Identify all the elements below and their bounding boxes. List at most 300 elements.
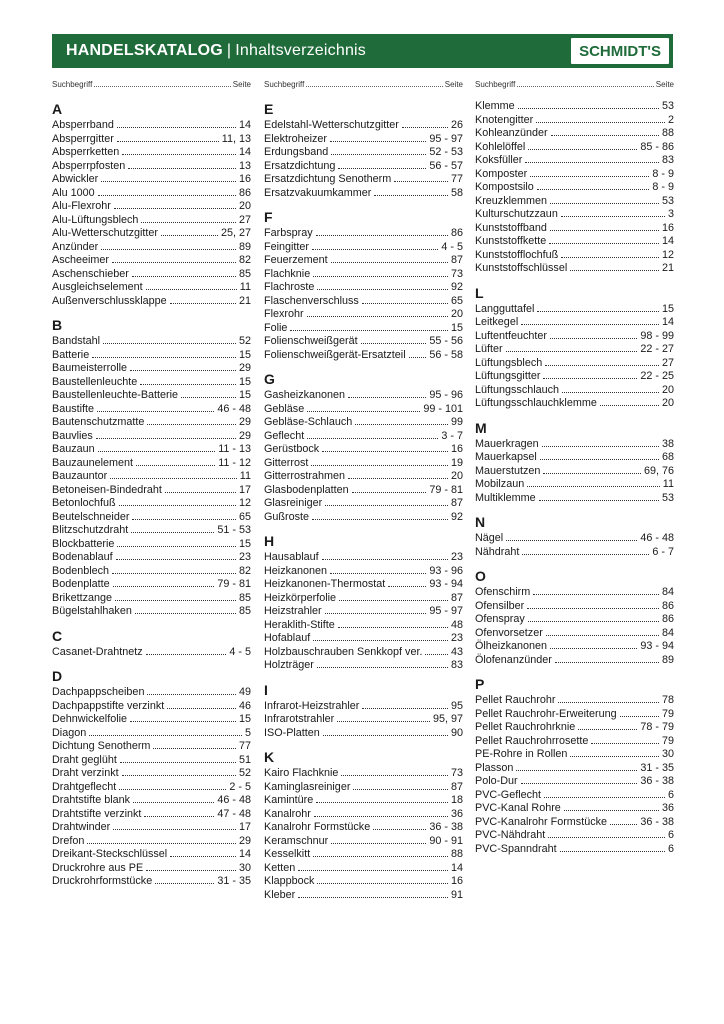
leader-dots	[362, 303, 448, 304]
section-letter: F	[264, 209, 273, 225]
leader-dots	[144, 816, 214, 817]
entry-term: Feuerzement	[264, 254, 328, 266]
entry-term: Mauerstutzen	[475, 464, 541, 477]
entry-page: 16	[450, 875, 463, 887]
leader-dots	[313, 640, 448, 641]
section-letter: C	[52, 627, 63, 644]
entry-term: Ofenspray	[475, 613, 525, 625]
leader-dots	[348, 397, 426, 398]
section-letter: E	[264, 101, 274, 117]
entry-page: 2	[667, 113, 674, 126]
index-entry	[52, 119, 251, 133]
entry-page: 49	[238, 686, 251, 698]
index-entry	[475, 532, 674, 546]
index-entry	[52, 295, 251, 309]
entry-term: Kunststoffkette	[475, 235, 547, 247]
entry-term: Kunststoffschlüssel	[475, 262, 568, 274]
entry-page: 21	[238, 294, 251, 307]
index-entry	[52, 821, 251, 835]
index-entry	[475, 789, 674, 803]
entry-term: Ölheizkanonen	[475, 640, 548, 652]
entry-term: Bauzauntor	[52, 470, 108, 482]
entry-page: 3 - 7	[441, 429, 463, 442]
entry-page: 16	[661, 221, 674, 234]
index-entry	[52, 484, 251, 498]
index-entry	[475, 195, 674, 209]
leader-dots	[146, 289, 237, 290]
leader-dots	[518, 108, 659, 109]
entry-page: 79 - 81	[429, 483, 463, 496]
entry-page: 38	[661, 437, 674, 450]
leader-dots	[521, 783, 638, 784]
index-entry	[475, 843, 674, 857]
entry-term: Mauerkragen	[475, 437, 539, 450]
leader-dots	[132, 519, 236, 520]
entry-term: Hofablauf	[264, 632, 311, 644]
leader-dots	[543, 378, 637, 379]
entry-page: 86	[661, 599, 674, 612]
entry-page: 95 - 96	[429, 389, 463, 401]
entry-term: Gebläse	[264, 402, 305, 415]
leader-dots	[116, 559, 236, 560]
index-entry	[52, 160, 251, 174]
page-label: Seite	[232, 80, 251, 89]
entry-page: 55 - 56	[429, 335, 463, 347]
leader-dots	[322, 559, 448, 560]
entry-term: Heizkörperfolie	[264, 591, 337, 604]
leader-dots	[561, 216, 665, 217]
index-entry	[264, 659, 463, 673]
index-entry	[52, 794, 251, 808]
index-entry	[475, 816, 674, 830]
entry-term: Kanalrohr Formstücke	[264, 821, 371, 833]
entry-term: Erdungsband	[264, 146, 329, 158]
entry-term: Betoneisen-Bindedraht	[52, 483, 162, 496]
entry-page: 15	[238, 713, 251, 725]
index-entry	[52, 335, 251, 349]
index-entry	[475, 235, 674, 249]
entry-page: 46	[238, 699, 251, 712]
entry-term: Dehnwickelfolie	[52, 713, 128, 725]
entry-page: 20	[450, 308, 463, 320]
entry-term: Infrarot-Heizstrahler	[264, 699, 360, 712]
leader-dots	[555, 662, 659, 663]
page-label: Seite	[444, 80, 463, 89]
index-entry	[475, 735, 674, 749]
entry-page: 78	[661, 694, 674, 706]
entry-term: Kunststoffband	[475, 221, 547, 234]
page-label: Seite	[655, 80, 674, 89]
entry-term: PVC-Kanalrohr Formstücke	[475, 815, 608, 828]
leader-dots	[548, 837, 665, 838]
leader-dots	[528, 149, 637, 150]
leader-dots	[119, 789, 226, 790]
entry-term: Leitkegel	[475, 316, 519, 328]
index-entry	[52, 686, 251, 700]
leader-dots	[570, 756, 659, 757]
entry-page: 84	[661, 626, 674, 639]
index-entry	[264, 578, 463, 592]
entry-page: 15	[661, 302, 674, 315]
leader-dots	[522, 554, 649, 555]
entry-page: 53	[661, 100, 674, 112]
leader-dots	[425, 654, 448, 655]
leader-dots	[133, 802, 214, 803]
leader-dots	[564, 810, 659, 811]
entry-term: Bauvlies	[52, 429, 93, 442]
entry-term: Kleber	[264, 888, 296, 901]
leader-dots	[620, 716, 659, 717]
entry-term: Baumeisterrolle	[52, 362, 128, 374]
leader-dots	[167, 708, 236, 709]
entry-page: 69, 76	[643, 464, 674, 477]
leader-dots	[323, 735, 448, 736]
index-entry	[264, 268, 463, 282]
index-entry	[52, 187, 251, 201]
column-header-2	[264, 80, 463, 89]
entry-page: 46 - 48	[217, 402, 251, 415]
index-entry	[52, 443, 251, 457]
entry-page: 26	[450, 119, 463, 131]
leader-dots	[562, 392, 659, 393]
entry-term: Drahtgeflecht	[52, 780, 117, 793]
index-entry	[475, 613, 674, 627]
index-entry	[52, 254, 251, 268]
leader-dots	[314, 816, 448, 817]
leader-dots	[550, 338, 637, 339]
index-entry	[264, 605, 463, 619]
entry-page: 79 - 81	[217, 578, 251, 590]
entry-page: 88	[661, 127, 674, 139]
entry-term: PVC-Geflecht	[475, 788, 542, 801]
entry-term: Kohlelöffel	[475, 140, 526, 153]
entry-term: Baustifte	[52, 402, 95, 415]
entry-term: Kanalrohr	[264, 807, 311, 820]
entry-page: 36	[450, 807, 463, 820]
entry-page: 89	[661, 653, 674, 666]
entry-page: 95 - 97	[429, 605, 463, 617]
leader-dots	[112, 573, 236, 574]
page-header	[52, 34, 673, 68]
entry-page: 27	[238, 213, 251, 226]
entry-term: Multiklemme	[475, 491, 536, 504]
entry-page: 88	[450, 848, 463, 860]
leader-dots	[161, 235, 218, 236]
leader-dots	[546, 635, 659, 636]
entry-page: 47 - 48	[217, 807, 251, 820]
index-entry	[52, 241, 251, 255]
entry-term: Ketten	[264, 861, 296, 874]
index-entry	[52, 875, 251, 889]
index-entry	[475, 330, 674, 344]
entry-page: 52 - 53	[429, 146, 463, 158]
entry-page: 14	[661, 235, 674, 247]
index-entry	[52, 740, 251, 754]
entry-page: 48	[450, 618, 463, 631]
index-entry	[52, 349, 251, 363]
entry-term: Lüfter	[475, 343, 503, 355]
index-entry	[264, 470, 463, 484]
entry-page: 65	[450, 294, 463, 307]
entry-term: Drahtwinder	[52, 821, 111, 833]
entry-term: Bautenschutzmatte	[52, 416, 145, 428]
leader-dots	[527, 486, 660, 487]
entry-term: Bauzaun	[52, 443, 95, 455]
leader-dots	[87, 843, 236, 844]
entry-page: 36 - 38	[640, 775, 674, 787]
entry-term: Feingitter	[264, 240, 310, 253]
index-entry	[52, 578, 251, 592]
leader-dots	[317, 289, 448, 290]
entry-term: Anzünder	[52, 240, 99, 253]
index-entry	[475, 384, 674, 398]
index-entry	[264, 295, 463, 309]
column-header-1	[52, 80, 251, 89]
leader-dots	[117, 546, 236, 547]
leader-dots	[290, 330, 448, 331]
entry-term: Mobilzaun	[475, 478, 525, 490]
section-letter: A	[52, 101, 63, 117]
entry-term: Lüftungsschlauch	[475, 383, 560, 396]
index-entry	[264, 322, 463, 336]
index-entry	[264, 821, 463, 835]
index-entry	[475, 640, 674, 654]
entry-page: 53	[661, 491, 674, 504]
entry-term: Holzträger	[264, 659, 314, 671]
index-entry	[475, 600, 674, 614]
index-entry	[475, 127, 674, 141]
entry-term: Plasson	[475, 761, 514, 774]
index-entry	[264, 349, 463, 363]
index-entry	[52, 700, 251, 714]
entry-term: Absperrketten	[52, 146, 120, 158]
entry-term: Kulturschutzzaun	[475, 208, 558, 220]
leader-dots	[181, 397, 236, 398]
entry-page: 93 - 94	[640, 640, 674, 652]
leader-dots	[338, 168, 426, 169]
entry-page: 92	[450, 510, 463, 523]
entry-term: Absperrband	[52, 119, 114, 131]
entry-term: Gußroste	[264, 510, 310, 523]
index-entry	[52, 646, 251, 660]
entry-page: 22 - 27	[640, 343, 674, 355]
leader-dots	[506, 351, 638, 352]
entry-term: Betonlochfuß	[52, 497, 116, 509]
leader-dots	[117, 127, 236, 128]
entry-page: 36 - 38	[429, 821, 463, 833]
index-entry	[52, 430, 251, 444]
entry-page: 2 - 5	[229, 780, 251, 793]
index-entry	[475, 478, 674, 492]
leader-dots	[353, 789, 448, 790]
entry-term: Lüftungsgitter	[475, 370, 541, 382]
entry-page: 56 - 57	[429, 159, 463, 172]
index-entry	[52, 227, 251, 241]
leader-dots	[298, 897, 448, 898]
index-entry	[52, 862, 251, 876]
leader-dots	[402, 127, 448, 128]
entry-term: Ölofenanzünder	[475, 653, 552, 666]
entry-page: 15	[238, 348, 251, 361]
entry-page: 11, 13	[221, 132, 251, 145]
index-entry	[52, 605, 251, 619]
entry-page: 11 - 12	[218, 456, 251, 469]
entry-page: 15	[238, 389, 251, 401]
entry-term: Bodenblech	[52, 564, 110, 577]
entry-page: 11	[239, 281, 251, 293]
entry-term: Glasreiniger	[264, 497, 323, 509]
index-entry	[264, 308, 463, 322]
index-entry	[52, 362, 251, 376]
entry-term: Folie	[264, 321, 288, 334]
index-entry	[475, 708, 674, 722]
entry-page: 4 - 5	[229, 645, 251, 658]
entry-term: Gerüstbock	[264, 443, 320, 455]
entry-term: Langguttafel	[475, 302, 535, 315]
entry-page: 84	[661, 586, 674, 598]
entry-page: 87	[450, 497, 463, 509]
entry-term: Drahtstifte verzinkt	[52, 807, 142, 820]
entry-term: Dachpappstifte verzinkt	[52, 699, 165, 712]
leader-dots	[89, 735, 242, 736]
leader-dots	[307, 411, 420, 412]
entry-term: Druckrohrformstücke	[52, 875, 153, 887]
leader-dots	[94, 86, 230, 87]
entry-page: 15	[238, 375, 251, 388]
entry-page: 46 - 48	[640, 532, 674, 544]
index-entry	[475, 168, 674, 182]
index-entry	[52, 713, 251, 727]
entry-term: Bodenablauf	[52, 551, 113, 563]
section-letter: N	[475, 514, 486, 530]
entry-page: 99	[450, 416, 463, 428]
entry-term: Gasheizkanonen	[264, 389, 346, 401]
entry-page: 4 - 5	[441, 240, 463, 253]
entry-term: Kairo Flachknie	[264, 767, 339, 779]
index-entry	[264, 713, 463, 727]
index-entry	[475, 357, 674, 371]
entry-page: 6 - 7	[652, 545, 674, 558]
entry-page: 98 - 99	[640, 329, 674, 342]
entry-page: 6	[667, 842, 674, 855]
index-entry	[264, 443, 463, 457]
leader-dots	[122, 154, 236, 155]
entry-term: Dachpappscheiben	[52, 686, 145, 698]
entry-page: 53	[661, 194, 674, 207]
entry-term: Drefon	[52, 834, 85, 847]
entry-page: 83	[450, 659, 463, 671]
section-letter: K	[264, 749, 275, 765]
section-letter: H	[264, 533, 275, 549]
entry-page: 30	[238, 861, 251, 874]
leader-dots	[312, 519, 448, 520]
entry-page: 12	[238, 497, 251, 509]
leader-dots	[140, 384, 236, 385]
leader-dots	[355, 424, 448, 425]
entry-page: 22 - 25	[640, 370, 674, 382]
index-entry	[52, 835, 251, 849]
index-entry	[475, 451, 674, 465]
entry-page: 87	[450, 254, 463, 266]
entry-page: 29	[238, 416, 251, 428]
index-entry	[264, 416, 463, 430]
leader-dots	[533, 594, 659, 595]
leader-dots	[92, 357, 236, 358]
leader-dots	[307, 316, 448, 317]
entry-term: Bügelstahlhaken	[52, 605, 132, 617]
entry-page: 12	[661, 248, 674, 261]
leader-dots	[115, 600, 236, 601]
index-entry	[52, 592, 251, 606]
leader-dots	[341, 775, 448, 776]
entry-term: Farbspray	[264, 227, 313, 239]
entry-term: Mauerkapsel	[475, 451, 537, 463]
entry-page: 20	[450, 470, 463, 482]
leader-dots	[119, 505, 236, 506]
entry-term: Alu-Flexrohr	[52, 200, 111, 212]
entry-page: 91	[450, 888, 463, 901]
entry-page: 23	[238, 551, 251, 563]
leader-dots	[147, 424, 236, 425]
leader-dots	[317, 667, 448, 668]
entry-term: Elektroheizer	[264, 132, 328, 145]
section-letter: G	[264, 371, 275, 387]
entry-term: Ascheeimer	[52, 254, 110, 266]
entry-page: 43	[450, 645, 463, 658]
leader-dots	[330, 141, 426, 142]
leader-dots	[153, 748, 236, 749]
index-entry	[475, 694, 674, 708]
entry-page: 8 - 9	[652, 167, 674, 180]
leader-dots	[348, 478, 448, 479]
index-entry	[52, 268, 251, 282]
entry-term: Batterie	[52, 348, 90, 361]
entry-page: 95	[450, 699, 463, 712]
entry-term: Pellet Rauchrohr-Erweiterung	[475, 707, 617, 720]
entry-page: 79	[661, 707, 674, 720]
leader-dots	[558, 702, 659, 703]
index-entry	[52, 457, 251, 471]
index-entry	[264, 767, 463, 781]
entry-page: 11 - 13	[218, 443, 251, 455]
entry-term: Kunststofflochfuß	[475, 248, 559, 261]
leader-dots	[537, 311, 659, 312]
leader-dots	[374, 195, 448, 196]
index-entry	[52, 727, 251, 741]
section-letter: M	[475, 419, 487, 436]
index-entry	[475, 343, 674, 357]
leader-dots	[313, 276, 448, 277]
entry-page: 31 - 35	[217, 875, 251, 887]
entry-page: 68	[661, 451, 674, 463]
entry-page: 85	[238, 605, 251, 617]
leader-dots	[570, 270, 659, 271]
entry-page: 51 - 53	[217, 524, 251, 536]
index-entry	[264, 848, 463, 862]
index-entry	[52, 133, 251, 147]
index-entry	[475, 249, 674, 263]
index-entry	[52, 781, 251, 795]
leader-dots	[331, 843, 426, 844]
leader-dots	[527, 608, 659, 609]
index-entry	[264, 808, 463, 822]
leader-dots	[155, 883, 214, 884]
entry-term: Alu-Lüftungsblech	[52, 213, 139, 226]
index-entry	[475, 208, 674, 222]
entry-page: 73	[450, 267, 463, 280]
entry-term: Aschenschieber	[52, 267, 129, 280]
leader-dots	[325, 613, 427, 614]
